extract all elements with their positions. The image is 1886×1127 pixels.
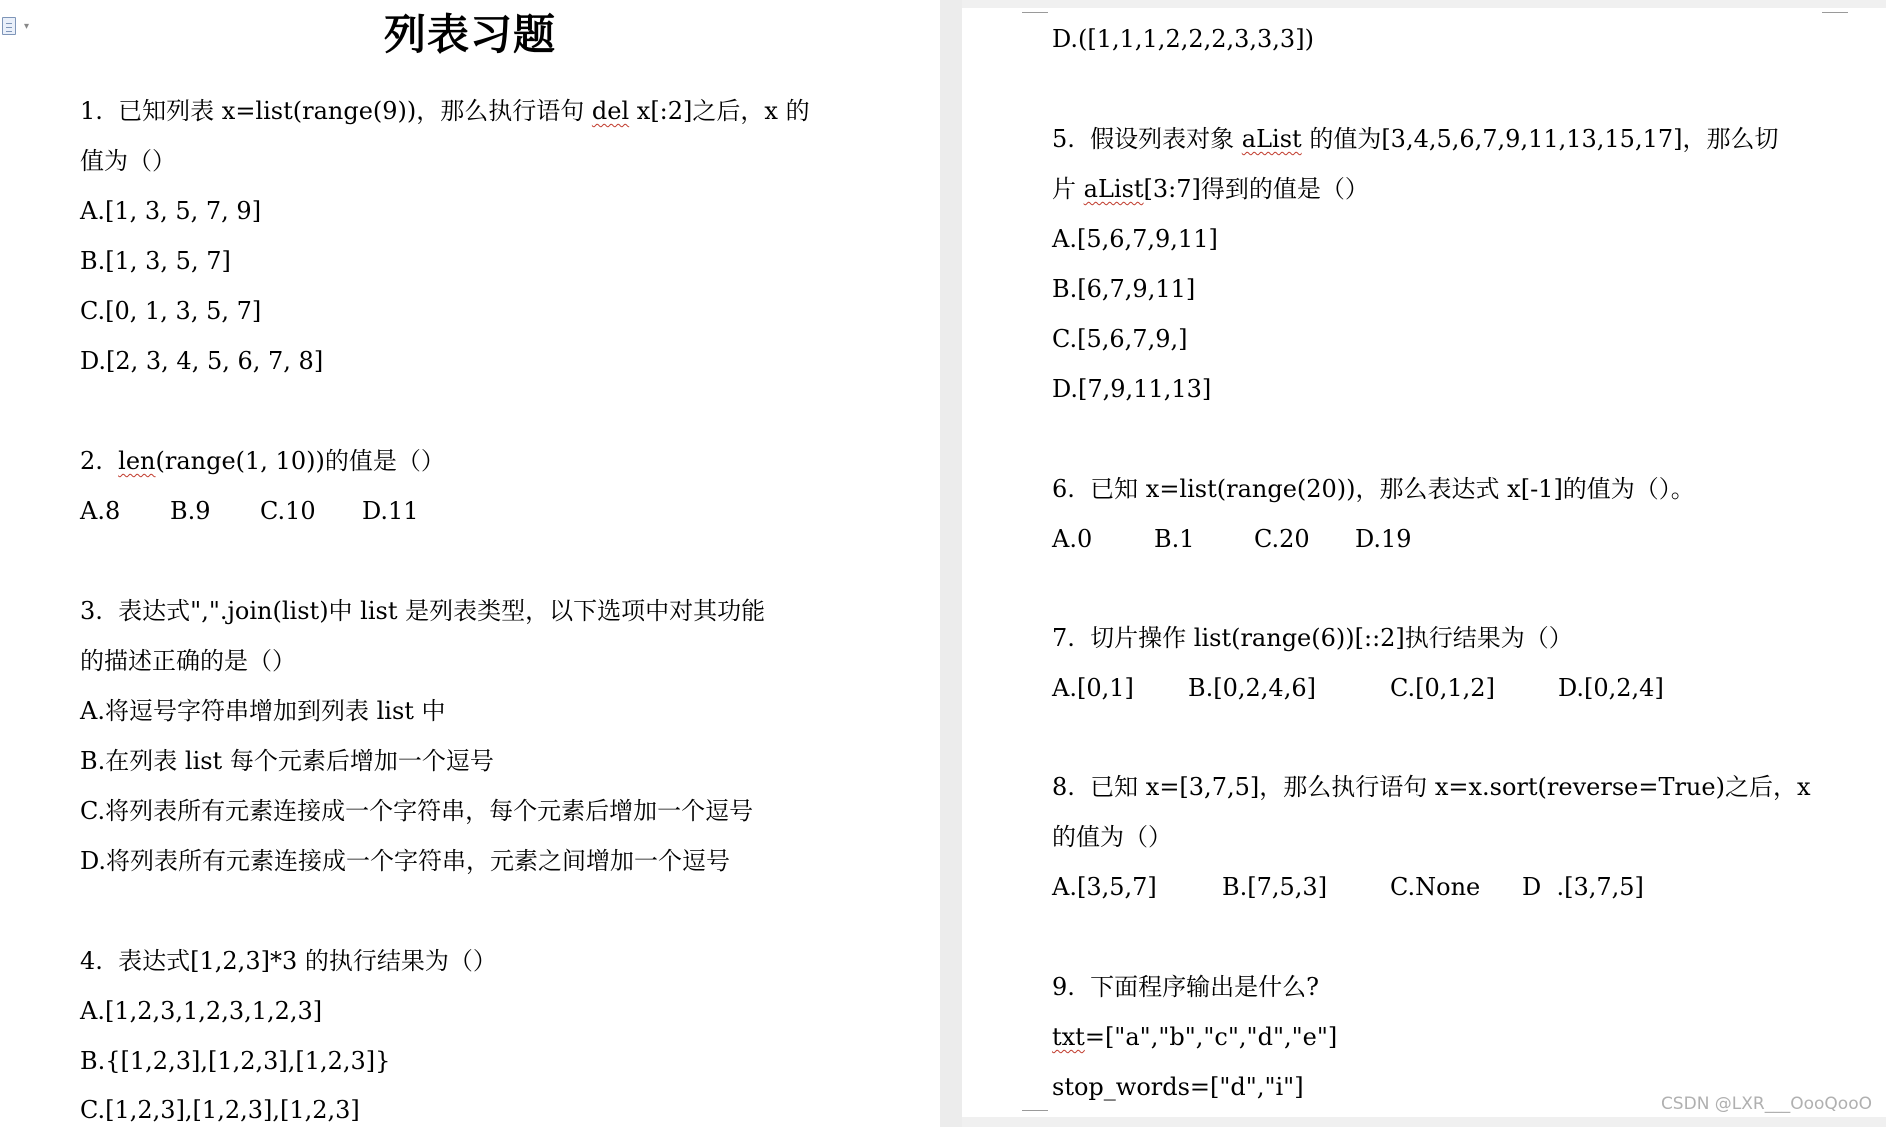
- question-8-option-a: A.[3,5,7]: [1052, 873, 1157, 901]
- crop-mark: [1022, 1110, 1048, 1111]
- question-2-option-d: D.11: [362, 497, 419, 525]
- question-4-option-d: D.([1,1,1,2,2,2,3,3,3]): [1052, 25, 1314, 53]
- question-5-option-d: D.[7,9,11,13]: [1052, 375, 1212, 403]
- crop-mark: [1822, 12, 1848, 13]
- question-6-line-1: 6. 已知 x=list(range(20))，那么表达式 x[-1]的值为（）。: [1052, 475, 1695, 503]
- question-3-line-1: 3. 表达式",".join(list)中 list 是列表类型，以下选项中对其功能: [80, 597, 766, 625]
- chevron-down-icon[interactable]: ▾: [24, 21, 30, 32]
- question-6-option-c: C.20: [1254, 525, 1310, 553]
- question-5-option-b: B.[6,7,9,11]: [1052, 275, 1196, 303]
- right-page: [962, 0, 1886, 1127]
- question-5-line-1: 5. 假设列表对象 aList 的值为[3,4,5,6,7,9,11,13,15,17]，那么切: [1052, 125, 1779, 153]
- question-5-line-2: 片 aList[3:7]得到的值是（）: [1052, 175, 1369, 203]
- page-gutter: [940, 0, 962, 1127]
- question-2-option-a: A.8: [80, 497, 121, 525]
- question-9-code-line-2: stop_words=["d","i"]: [1052, 1073, 1304, 1101]
- question-4-option-b: B.{[1,2,3],[1,2,3],[1,2,3]}: [80, 1047, 391, 1075]
- question-2-option-c: C.10: [260, 497, 316, 525]
- question-5-option-c: C.[5,6,7,9,]: [1052, 325, 1188, 353]
- question-7-option-d: D.[0,2,4]: [1558, 674, 1664, 702]
- question-5-option-a: A.[5,6,7,9,11]: [1052, 225, 1218, 253]
- question-7-option-c: C.[0,1,2]: [1390, 674, 1495, 702]
- question-4-option-c: C.[1,2,3],[1,2,3],[1,2,3]: [80, 1096, 360, 1124]
- question-6-option-d: D.19: [1355, 525, 1412, 553]
- question-1-option-d: D.[2, 3, 4, 5, 6, 7, 8]: [80, 347, 324, 375]
- question-2-line-1: 2. len(range(1, 10))的值是（）: [80, 447, 445, 475]
- question-3-option-d: D.将列表所有元素连接成一个字符串，元素之间增加一个逗号: [80, 847, 731, 875]
- question-6-option-a: A.0: [1052, 525, 1093, 553]
- question-8-option-d: D .[3,7,5]: [1522, 873, 1644, 901]
- question-8-option-b: B.[7,5,3]: [1222, 873, 1328, 901]
- page-top-edge: [962, 0, 1886, 8]
- question-8-option-c: C.None: [1390, 873, 1481, 901]
- question-4-line-1: 4. 表达式[1,2,3]*3 的执行结果为（）: [80, 947, 497, 975]
- page-bottom-edge: [962, 1117, 1886, 1127]
- question-3-option-b: B.在列表 list 每个元素后增加一个逗号: [80, 747, 494, 775]
- question-1-line-1: 1. 已知列表 x=list(range(9))，那么执行语句 del x[:2]之后，x 的: [80, 97, 810, 125]
- question-7-option-b: B.[0,2,4,6]: [1188, 674, 1316, 702]
- question-8-line-1: 8. 已知 x=[3,7,5]，那么执行语句 x=x.sort(reverse=True)之后，x: [1052, 773, 1811, 801]
- left-page: [0, 0, 940, 1127]
- question-9-code-line-1: txt=["a","b","c","d","e"]: [1052, 1023, 1338, 1051]
- question-3-option-c: C.将列表所有元素连接成一个字符串，每个元素后增加一个逗号: [80, 797, 754, 825]
- question-4-option-a: A.[1,2,3,1,2,3,1,2,3]: [80, 997, 323, 1025]
- question-3-option-a: A.将逗号字符串增加到列表 list 中: [80, 697, 446, 725]
- question-7-option-a: A.[0,1]: [1052, 674, 1134, 702]
- question-6-option-b: B.1: [1154, 525, 1195, 553]
- question-7-line-1: 7. 切片操作 list(range(6))[::2]执行结果为（）: [1052, 624, 1573, 652]
- crop-mark: [1022, 12, 1048, 13]
- watermark: CSDN @LXR___OooQooO: [1660, 1094, 1872, 1114]
- question-2-option-b: B.9: [170, 497, 211, 525]
- question-1-option-b: B.[1, 3, 5, 7]: [80, 247, 231, 275]
- page-title: 列表习题: [383, 10, 556, 59]
- question-3-line-2: 的描述正确的是（）: [80, 647, 296, 675]
- question-1-option-c: C.[0, 1, 3, 5, 7]: [80, 297, 262, 325]
- question-9-line-1: 9. 下面程序输出是什么?: [1052, 973, 1320, 1001]
- question-8-line-2: 的值为（）: [1052, 823, 1172, 851]
- question-1-line-2: 值为（）: [80, 147, 176, 175]
- question-1-option-a: A.[1, 3, 5, 7, 9]: [80, 197, 262, 225]
